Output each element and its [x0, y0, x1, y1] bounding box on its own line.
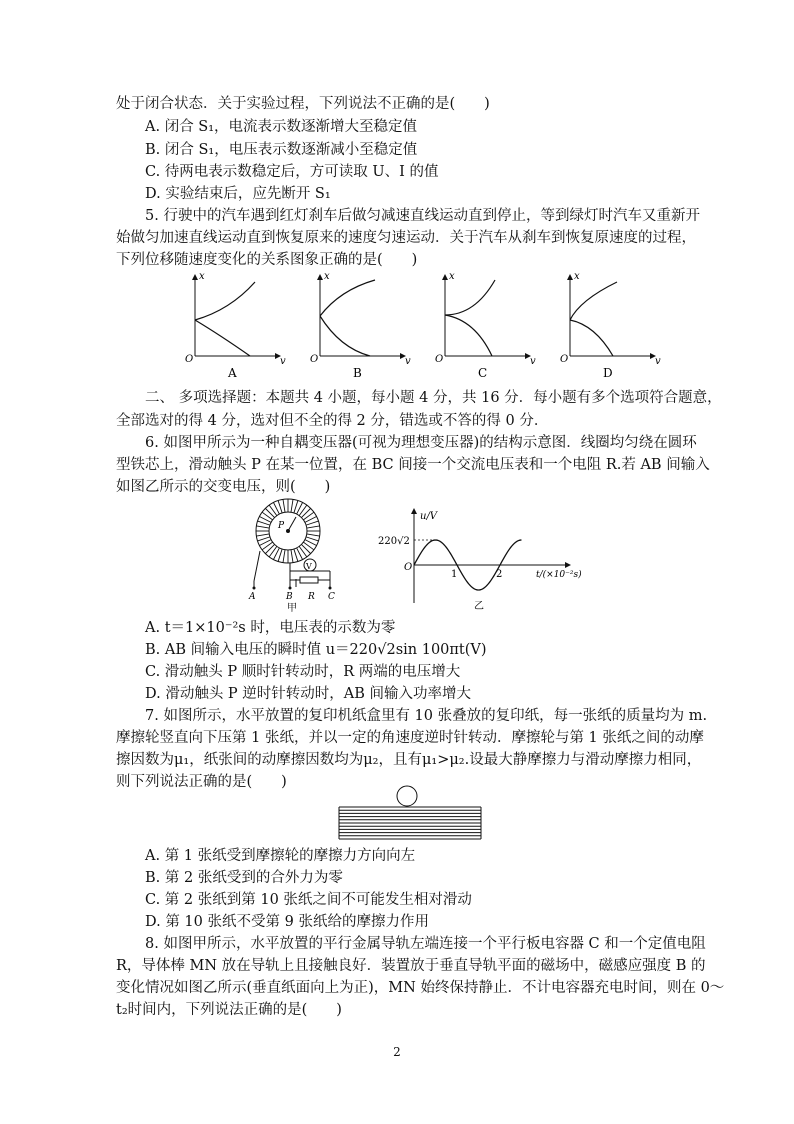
q7-option-a: A. 第 1 张纸受到摩擦轮的摩擦力方向向左: [145, 848, 416, 864]
q5-graph-a-origin: O: [185, 354, 194, 365]
q7-option-b: B. 第 2 张纸受到的合外力为零: [145, 870, 343, 886]
q6-stem-line-3: 如图乙所示的交变电压，则( ): [116, 479, 331, 495]
coil-winding: [307, 526, 320, 528]
q5-stem-line-3: 下列位移随速度变化的关系图象正确的是( ): [116, 252, 418, 268]
resistor-icon: [300, 577, 318, 583]
coil-winding: [278, 501, 282, 513]
coil-winding: [283, 499, 285, 512]
coil-winding: [294, 501, 298, 513]
q6-jia-b-label: B: [286, 592, 293, 602]
coil-winding: [265, 544, 274, 553]
q5-graph-c: [435, 271, 536, 380]
q8-stem-line-1: 8. 如图甲所示，水平放置的平行金属导轨左端连接一个平行板电容器 C 和一个定值电阻: [145, 936, 706, 952]
q7-option-c: C. 第 2 张纸到第 10 张纸之间不可能发生相对滑动: [145, 892, 472, 908]
q5-graph-b-xaxis: v: [405, 356, 411, 367]
coil-winding: [306, 521, 318, 525]
q5-graph-d-origin: O: [560, 354, 569, 365]
q4-stem-continuation: 处于闭合状态．关于实验过程，下列说法不正确的是( ): [116, 96, 490, 112]
section2-line-2: 全部选对的得 4 分，选对但不全的得 2 分，错选或不答的得 0 分．: [116, 413, 549, 429]
coil-winding: [306, 537, 318, 541]
page-number: 2: [393, 1045, 401, 1059]
q6-option-c: C. 滑动触头 P 顺时针转动时，R 两端的电压增大: [145, 664, 461, 680]
q5-graph-c-origin: O: [435, 354, 444, 365]
q6-jia-r-label: R: [308, 592, 315, 602]
coil-winding: [301, 508, 310, 517]
q5-graph-c-xaxis: v: [530, 356, 536, 367]
q7-option-d: D. 第 10 张纸不受第 9 张纸给的摩擦力作用: [145, 914, 429, 930]
q4-option-b: B. 闭合 S₁，电压表示数逐渐减小至稳定值: [145, 142, 418, 158]
q7-stem-line-3: 擦因数为μ₁，纸张间的动摩擦因数均为μ₂，且有μ₁>μ₂.设最大静摩擦力与滑动摩擦力相同，: [116, 752, 702, 768]
q5-graph-a-label: A: [228, 366, 237, 380]
q5-graph-c-yaxis: x: [449, 271, 455, 282]
coil-winding: [294, 549, 298, 561]
coil-winding: [307, 534, 320, 536]
q5-graph-b-yaxis: x: [324, 271, 330, 282]
q6-stem-line-1: 6. 如图甲所示为一种自耦变压器(可视为理想变压器)的结构示意图．线圈均匀绕在圆环: [145, 435, 697, 451]
q7-stem-line-1: 7. 如图所示，水平放置的复印机纸盒里有 10 张叠放的复印纸，每一张纸的质量均为 m.: [145, 708, 708, 724]
q6-stem-line-2: 型铁芯上，滑动触头 P 在某一位置，在 BC 间接一个交流电压表和一个电阻 R.若 AB 间输入: [116, 457, 710, 473]
friction-wheel-icon: [397, 786, 417, 806]
coil-winding: [258, 537, 270, 541]
q5-graph-b-origin: O: [310, 354, 319, 365]
q4-option-d: D. 实验结束后，应先断开 S₁: [145, 186, 331, 202]
q8-stem-line-4: t₂时间内，下列说法正确的是( ): [116, 1002, 342, 1018]
coil-winding: [256, 534, 269, 536]
q6-jia-caption: 甲: [287, 603, 297, 614]
q6-yi-u-axis: u/V: [420, 511, 438, 522]
section2-line-1: 二、 多项选择题：本题共 4 小题，每小题 4 分，共 16 分．每小题有多个选项符合题意，: [145, 390, 722, 406]
q4-option-c: C. 待两电表示数稳定后，方可读取 U、I 的值: [145, 164, 439, 180]
q5-stem-line-2: 始做匀加速直线运动直到恢复原来的速度匀速运动．关于汽车从刹车到恢复原速度的过程，: [116, 230, 696, 246]
q6-yi-t-axis: t/(×10⁻²s): [536, 570, 582, 580]
q5-graphs: [180, 270, 660, 385]
q6-option-b: B. AB 间输入电压的瞬时值 u＝220√2sin 100πt(V): [145, 642, 487, 658]
q6-option-d: D. 滑动触头 P 逆时针转动时，AB 间输入功率增大: [145, 686, 472, 702]
coil-winding: [301, 544, 310, 553]
q6-jia-p-label: P: [278, 521, 285, 531]
q7-stem-line-2: 摩擦轮竖直向下压第 1 张纸，并以一定的角速度逆时针转动．摩擦轮与第 1 张纸之间的动摩: [116, 730, 704, 746]
q6-yi-caption: 乙: [474, 601, 484, 612]
coil-winding: [256, 526, 269, 528]
coil-winding: [258, 521, 270, 525]
coil-winding: [283, 550, 285, 563]
q7-figure-paper-stack: [335, 783, 485, 843]
q6-jia-a-label: A: [249, 592, 256, 602]
q8-stem-line-3: 变化情况如图乙所示(垂直纸面向上为正)，MN 始终保持静止．不计电容器充电时间，则在 0～: [116, 980, 725, 996]
q5-graph-c-label: C: [478, 366, 488, 380]
q6-yi-amplitude: 220√2: [378, 536, 410, 547]
coil-winding: [278, 549, 282, 561]
q5-graph-b: [310, 271, 411, 380]
q5-graph-d-yaxis: x: [574, 271, 580, 282]
q6-jia-v-label: V: [306, 562, 312, 571]
q5-graph-b-label: B: [353, 366, 362, 380]
q5-graph-a-xaxis: v: [280, 356, 286, 367]
q6-jia-c-label: C: [328, 592, 335, 602]
q7-stem-line-4: 则下列说法正确的是( ): [116, 774, 287, 790]
coil-winding: [265, 508, 274, 517]
q5-stem-line-1: 5. 行驶中的汽车遇到红灯刹车后做匀减速直线运动直到停止，等到绿灯时汽车又重新开: [145, 208, 700, 224]
q5-graph-a: [185, 271, 286, 380]
q6-yi-t2: 2: [496, 569, 503, 580]
q5-graph-d-xaxis: v: [655, 356, 661, 367]
q5-graph-d-label: D: [603, 366, 613, 380]
coil-winding: [291, 550, 293, 563]
q6-option-a: A. t＝1×10⁻²s 时，电压表的示数为零: [145, 620, 396, 636]
q8-stem-line-2: R，导体棒 MN 放在导轨上且接触良好．装置放于垂直导轨平面的磁场中，磁感应强度 B 的: [116, 958, 706, 974]
q6-yi-t1: 1: [451, 569, 458, 580]
q5-graph-d: [560, 271, 661, 380]
q5-graph-a-yaxis: x: [199, 271, 205, 282]
q6-yi-origin: O: [404, 562, 413, 573]
q6-figure-jia: [240, 495, 350, 613]
q4-option-a: A. 闭合 S₁，电流表示数逐渐增大至稳定值: [145, 119, 418, 135]
q6-figure-yi: [370, 505, 600, 615]
coil-winding: [291, 499, 293, 512]
